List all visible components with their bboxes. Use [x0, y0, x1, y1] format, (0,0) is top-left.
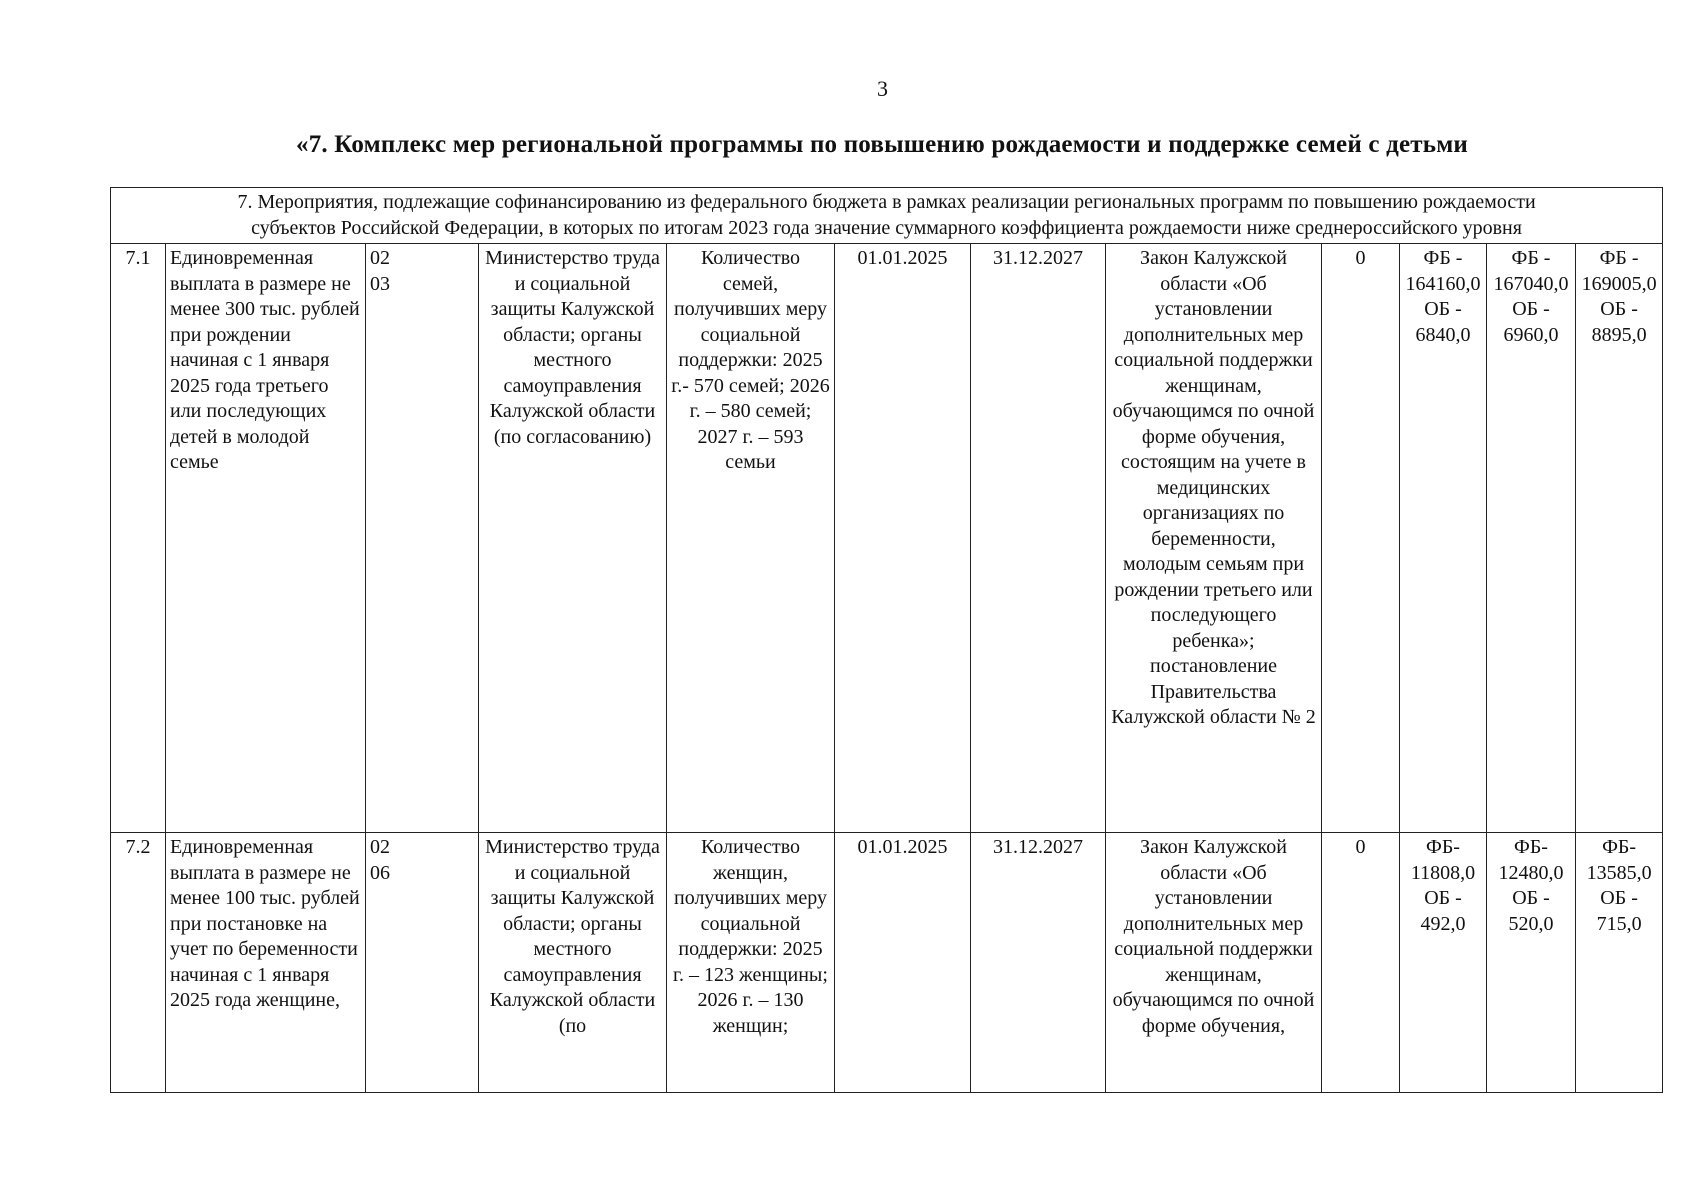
funding-2027 [1576, 244, 1663, 833]
section-header [111, 188, 1663, 244]
funding-ob: ОБ - 6840,0 [1415, 298, 1471, 346]
funding-fb: ФБ - 164160,0 [1405, 247, 1481, 295]
end-date: 31.12.2027 [971, 244, 1106, 833]
measure-code [366, 833, 479, 1093]
legal-basis: Закон Калужской области «Об установлении дополнительных мер социальной поддержки женщинам, обучающимся по очной форме обучения, [1106, 833, 1322, 1093]
code-line-2: 03 [370, 272, 390, 295]
funding-fb: ФБ - 169005,0 [1581, 247, 1657, 295]
funding-ob: ОБ - 8895,0 [1591, 298, 1647, 346]
funding-fb: ФБ- 11808,0 [1410, 836, 1476, 884]
funding-2025 [1400, 833, 1487, 1093]
funding-ob: ОБ - 492,0 [1420, 887, 1466, 935]
measures-table [110, 187, 1663, 1093]
code-line-1: 02 [370, 247, 390, 269]
funding-2027 [1576, 833, 1663, 1093]
row-number: 7.2 [111, 833, 166, 1093]
funding-ob: ОБ - 715,0 [1596, 887, 1642, 935]
table-row [111, 244, 1663, 833]
funding-2025 [1400, 244, 1487, 833]
section-header-row [111, 188, 1663, 244]
funding-2026 [1487, 833, 1576, 1093]
start-date: 01.01.2025 [835, 833, 971, 1093]
executor: Министерство труда и социальной защиты Калужской области; органы местного самоуправления Калужской области (по [479, 833, 667, 1093]
start-date: 01.01.2025 [835, 244, 971, 833]
measure-name: Единовременная выплата в размере не менее 300 тыс. рублей при рождении начиная с 1 января 2025 года третьего или последующих детей в молодой семье [166, 244, 366, 833]
code-line-1: 02 [370, 836, 390, 858]
page-number: 3 [877, 76, 888, 101]
base-value: 0 [1322, 244, 1400, 833]
funding-2026 [1487, 244, 1576, 833]
funding-ob: ОБ - 520,0 [1508, 887, 1554, 935]
executor: Министерство труда и социальной защиты Калужской области; органы местного самоуправления Калужской области (по согласованию) [479, 244, 667, 833]
indicator: Количество женщин, получивших меру социальной поддержки: 2025 г. – 123 женщины; 2026 г. – 130 женщин; [667, 833, 835, 1093]
section-header-line-2: субъектов Российской Федерации, в которых по итогам 2023 года значение суммарного коэффициента рождаемости ниже среднероссийского уровня [251, 216, 1522, 239]
funding-fb: ФБ- 12480,0 [1498, 836, 1564, 884]
funding-fb: ФБ- 13585,0 [1586, 836, 1652, 884]
page-title: «7. Комплекс мер региональной программы по повышению рождаемости и поддержке семей с детьми [296, 131, 1469, 158]
end-date: 31.12.2027 [971, 833, 1106, 1093]
table-row [111, 833, 1663, 1093]
measure-name: Единовременная выплата в размере не менее 100 тыс. рублей при постановке на учет по беременности начиная с 1 января 2025 года женщине, [166, 833, 366, 1093]
measure-code [366, 244, 479, 833]
legal-basis: Закон Калужской области «Об установлении дополнительных мер социальной поддержки женщинам, обучающимся по очной форме обучения, состоящим на учете в медицинских организациях по беременности, молодым семьям при рождении третьего или последующего ребенка»; постановление Правительства Калужской области № 2 [1106, 244, 1322, 833]
indicator: Количество семей, получивших меру социальной поддержки: 2025 г.- 570 семей; 2026 г. – 580 семей; 2027 г. – 593 семьи [667, 244, 835, 833]
section-header-line-1: 7. Мероприятия, подлежащие софинансированию из федерального бюджета в рамках реализации региональных программ по повышению рождаемости [237, 191, 1536, 213]
funding-fb: ФБ - 167040,0 [1493, 247, 1569, 295]
row-number: 7.1 [111, 244, 166, 833]
base-value: 0 [1322, 833, 1400, 1093]
funding-ob: ОБ - 6960,0 [1503, 298, 1559, 346]
code-line-2: 06 [370, 861, 390, 884]
